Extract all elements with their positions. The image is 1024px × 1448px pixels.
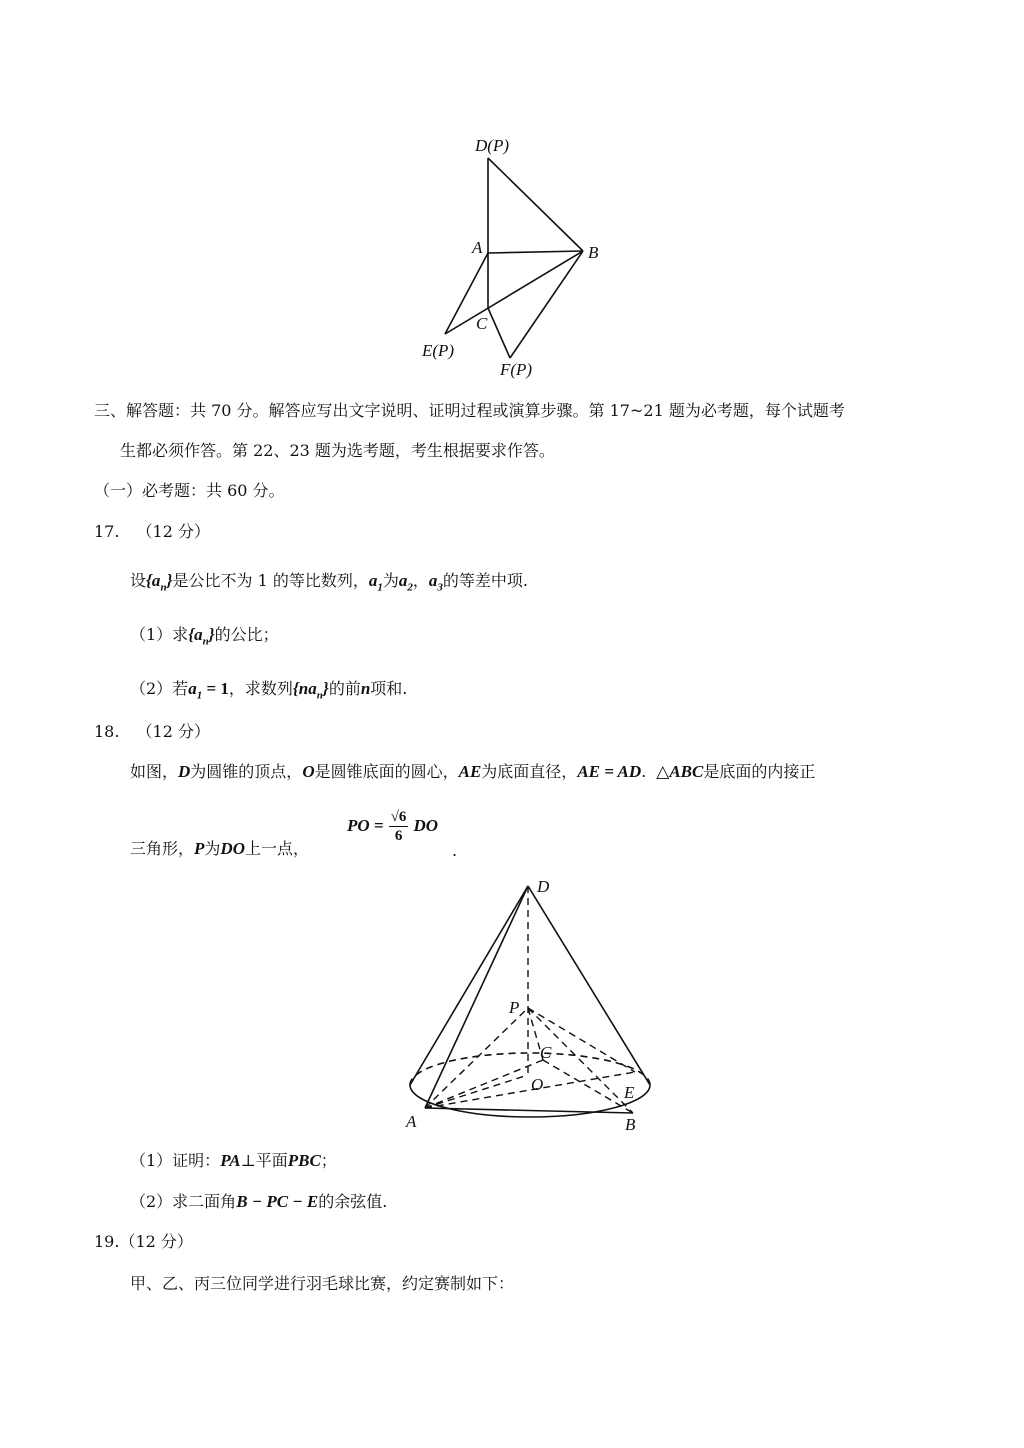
figure-cone-diagram [395,870,665,1140]
cone-label-B: B [625,1115,636,1134]
q18-part2: （2）求二面角B − PC − E的余弦值. [130,1192,388,1211]
label-D-P: D(P) [475,136,509,155]
label-B: B [588,243,599,262]
q18-stem-line1: 如图，D为圆锥的顶点，O是圆锥底面的圆心，AE为底面直径，AE = AD. △ABC是底面的内接正 [130,762,816,781]
section3-subheading: （一）必考题：共 60 分。 [94,481,285,500]
q18-score: （12 分） [136,722,210,741]
label-E-P: E(P) [422,341,455,360]
q17-header [94,521,210,543]
q17-stem: 设$\{a_n\}$是公比不为 1 的等比数列，$a_1$为$a_2$，$a_3$的等差中项. [130,571,528,594]
label-F-P: F(P) [500,360,533,379]
math-a2: $a_2$ [398,571,413,594]
q18-header [94,721,210,743]
q17-score: （12 分） [136,522,210,541]
cone-label-O: O [531,1075,544,1094]
q18-stem-line2: 三角形，P为DO上一点， [130,839,309,858]
cone-label-P: P [509,998,520,1017]
q17-part2: （2）若$a_1 = 1$，求数列$\{na_n\}$的前n项和. [130,679,408,702]
q17-number: 17. [94,522,120,541]
math-seq-nan: $\{na_n\}$ [292,679,329,702]
label-A: A [472,238,483,257]
section3-heading-line1: 三、解答题：共 70 分。解答应写出文字说明、证明过程或演算步骤。第 17~21 题为必考题，每个试题考 [94,401,845,420]
q19-header: 19.（12 分） [94,1232,193,1251]
section3-heading-line2: 生都必须作答。第 22、23 题为选考题，考生根据要求作答。 [120,441,555,460]
q18-formula-period: . [452,841,458,860]
fraction-sqrt6-over-6: $\frac{√6}{6}$ [390,809,407,844]
q19-stem: 甲、乙、丙三位同学进行羽毛球比赛，约定赛制如下： [130,1274,515,1293]
cone-label-C: C [540,1043,552,1062]
q17-part1: （1）求$\{a_n\}$的公比； [130,625,279,648]
cone-label-E: E [624,1083,635,1102]
q18-part1: （1）证明：PA⊥平面PBC； [130,1151,337,1170]
math-a1-eq-1: $a_1 = 1$ [188,679,229,702]
math-seq-an-p1: $\{a_n\}$ [188,625,215,648]
figure-fold-diagram [400,128,630,383]
q18-number: 18. [94,722,120,741]
cone-label-A: A [406,1112,417,1131]
math-a3: $a_3$ [428,571,443,594]
cone-label-D: D [537,877,550,896]
math-a1: $a_1$ [368,571,383,594]
label-C: C [476,314,488,333]
q18-formula: PO = $\frac{√6}{6}$ DO [347,809,439,844]
math-seq-an: $\{a_n\}$ [146,571,173,594]
